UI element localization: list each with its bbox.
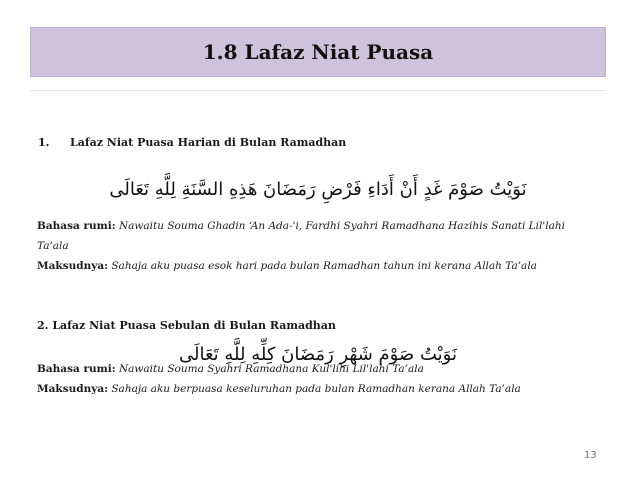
- section1-maksud: [37, 256, 597, 276]
- section2-rumi: [37, 359, 597, 379]
- page-title: 1.8 Lafaz Niat Puasa: [202, 40, 434, 64]
- divider: [30, 90, 606, 91]
- title-banner: [30, 27, 606, 77]
- rumi-label: Bahasa rumi:: [37, 220, 116, 232]
- section1-rumi: [37, 216, 597, 256]
- section1-number: 1.: [38, 136, 50, 149]
- maksud-label: Maksudnya:: [37, 383, 109, 395]
- section2-maksud: [37, 379, 597, 399]
- maksud-text: Sahaja aku puasa esok hari pada bulan Ramadhan tahun ini kerana Allah Ta’ala: [111, 260, 537, 272]
- maksud-text: Sahaja aku berpuasa keseluruhan pada bulan Ramadhan kerana Allah Ta’ala: [111, 383, 521, 395]
- section1-arabic-text: نَوَيْتُ صَوْمَ غَدٍ أَنْ أَدَاءِ فَرْضِ رَمَضَانَ هَذِهِ السَّنَةِ لِلَّهِ تَعَالَى: [109, 179, 527, 200]
- page-number: 13: [584, 450, 597, 461]
- section1-heading-text: Lafaz Niat Puasa Harian di Bulan Ramadhan: [70, 136, 347, 149]
- section2-arabic-text: نَوَيْتُ صَوْمَ شَهْرِ رَمَضَانَ كِلِّهِ لِلَّهِ تَعَالَى: [179, 344, 457, 365]
- rumi-text: Nawaitu Souma Syahri Ramadhana Kul'lihi Lil'lahi Ta’ala: [118, 363, 424, 375]
- rumi-label: Bahasa rumi:: [37, 363, 116, 375]
- section2-heading: 2. Lafaz Niat Puasa Sebulan di Bulan Ramadhan: [37, 319, 336, 332]
- maksud-label: Maksudnya:: [37, 260, 109, 272]
- section1-heading: [38, 136, 346, 149]
- rumi-text: Nawaitu Souma Ghadin ‘An Ada-'i, Fardhi Syahri Ramadhana Hazihis Sanati Lil'lahi Ta’ala: [37, 220, 565, 252]
